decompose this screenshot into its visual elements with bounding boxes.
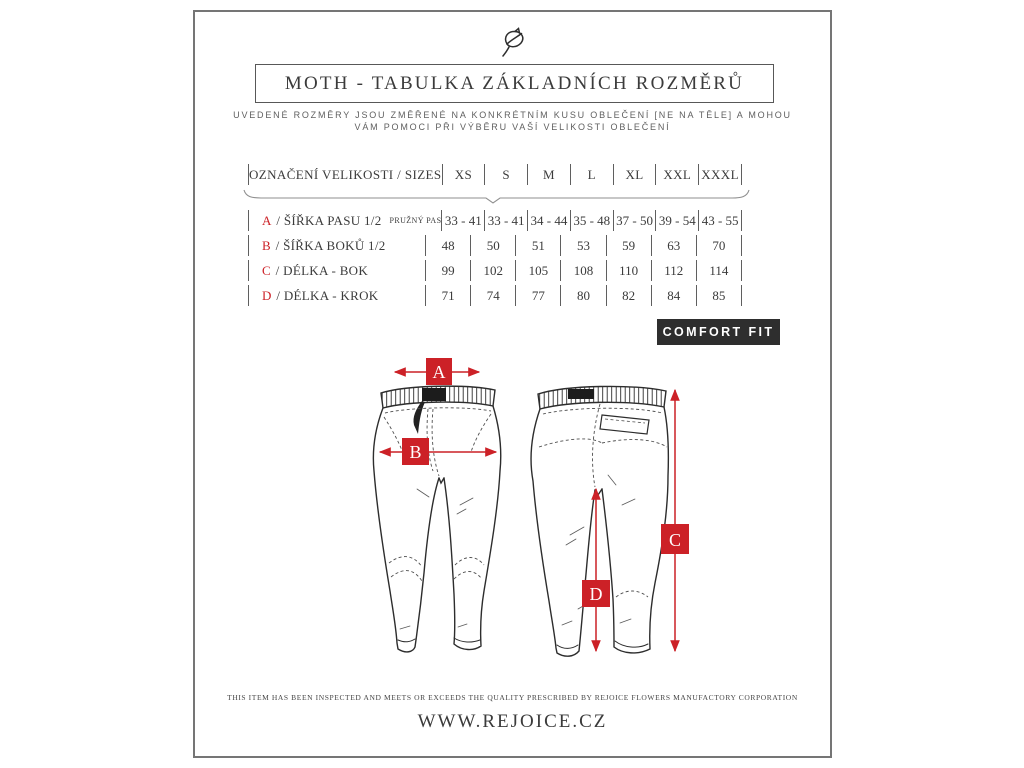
- value-c-xxxl: 114: [696, 260, 741, 281]
- value-c-l: 108: [560, 260, 605, 281]
- header-size-xxxl: XXXL: [698, 164, 741, 185]
- header-size-s: S: [484, 164, 527, 185]
- value-b-l: 53: [560, 235, 605, 256]
- rejoice-flower-logo-icon: [498, 27, 530, 61]
- measure-letter-a: A: [262, 212, 272, 228]
- pants-back-drawing: [531, 386, 668, 656]
- header-size-l: L: [570, 164, 613, 185]
- diagram-label-d: D: [589, 584, 603, 604]
- header-size-m: M: [527, 164, 570, 185]
- header-sizes-label: OZNAČENÍ VELIKOSTI / SIZES: [248, 164, 442, 185]
- header-size-xxl: XXL: [655, 164, 698, 185]
- diagram-label-c: C: [668, 530, 682, 550]
- measure-label-b: / ŠÍŘKA BOKŮ 1/2: [275, 237, 386, 253]
- value-a-l: 35 - 48: [570, 210, 613, 231]
- value-a-xl: 37 - 50: [613, 210, 656, 231]
- measurement-disclaimer: [195, 109, 830, 133]
- measure-label-c: / DÉLKA - BOK: [275, 262, 369, 278]
- table-row-waist: [248, 208, 742, 233]
- table-row-side-length: [248, 258, 742, 283]
- value-a-xxl: 39 - 54: [655, 210, 698, 231]
- measure-letter-b: B: [262, 237, 271, 253]
- value-b-xs: 48: [425, 235, 470, 256]
- value-d-xs: 71: [425, 285, 470, 306]
- value-d-xl: 82: [606, 285, 651, 306]
- belt-buckle: [422, 388, 446, 401]
- comfort-fit-label: COMFORT FIT: [662, 325, 775, 339]
- value-b-xl: 59: [606, 235, 651, 256]
- header-underbrace: [243, 188, 750, 204]
- belt-strap: [413, 401, 425, 434]
- pants-measurement-diagram: [362, 357, 712, 667]
- table-row-inseam-length: [248, 283, 742, 308]
- size-chart-sheet: [193, 10, 832, 758]
- diagram-label-b: B: [409, 442, 422, 462]
- table-row-hips: [248, 233, 742, 258]
- back-pocket: [600, 415, 649, 434]
- value-b-m: 51: [515, 235, 560, 256]
- measure-label-a: / ŠÍŘKA PASU 1/2: [276, 212, 382, 228]
- value-b-xxxl: 70: [696, 235, 741, 256]
- measure-letter-c: C: [262, 262, 271, 278]
- value-c-xxl: 112: [651, 260, 696, 281]
- value-d-s: 74: [470, 285, 515, 306]
- quality-inspection-note: THIS ITEM HAS BEEN INSPECTED AND MEETS OR EXCEEDS THE QUALITY PRESCRIBED BY REJOICE FLOWERS MANUFACTORY CORPORATION: [227, 693, 798, 702]
- back-waistband: [538, 386, 666, 409]
- value-a-m: 34 - 44: [527, 210, 570, 231]
- value-d-xxxl: 85: [696, 285, 741, 306]
- pants-front-drawing: [373, 386, 500, 652]
- value-c-m: 105: [515, 260, 560, 281]
- value-c-xl: 110: [606, 260, 651, 281]
- measure-letter-d: D: [262, 287, 272, 303]
- back-belt-tab: [568, 389, 594, 399]
- value-d-m: 77: [515, 285, 560, 306]
- disclaimer-line-1: UVEDENÉ ROZMĚRY JSOU ZMĚŘENÉ NA KONKRÉTNÍM KUSU OBLEČENÍ [NE NA TĚLE] A MOHOU: [233, 110, 792, 120]
- title-box: [255, 64, 774, 103]
- measure-note-a: PRUŽNÝ PAS: [389, 216, 442, 225]
- header-size-xs: XS: [442, 164, 485, 185]
- value-a-xxxl: 43 - 55: [698, 210, 741, 231]
- value-d-l: 80: [560, 285, 605, 306]
- page-title: MOTH - TABULKA ZÁKLADNÍCH ROZMĚRŮ: [284, 72, 745, 94]
- size-table-header-row: [248, 162, 742, 187]
- website-url: WWW.REJOICE.CZ: [417, 711, 608, 732]
- value-c-s: 102: [470, 260, 515, 281]
- value-c-xs: 99: [425, 260, 470, 281]
- measure-label-d: / DÉLKA - KROK: [276, 287, 379, 303]
- value-b-xxl: 63: [651, 235, 696, 256]
- value-a-xs: 33 - 41: [441, 210, 484, 231]
- header-size-xl: XL: [613, 164, 656, 185]
- value-d-xxl: 84: [651, 285, 696, 306]
- disclaimer-line-2: VÁM POMOCI PŘI VÝBĚRU VAŠÍ VELIKOSTI OBLEČENÍ: [354, 122, 671, 132]
- value-a-s: 33 - 41: [484, 210, 527, 231]
- comfort-fit-badge: [657, 319, 780, 345]
- diagram-label-a: A: [432, 362, 446, 382]
- value-b-s: 50: [470, 235, 515, 256]
